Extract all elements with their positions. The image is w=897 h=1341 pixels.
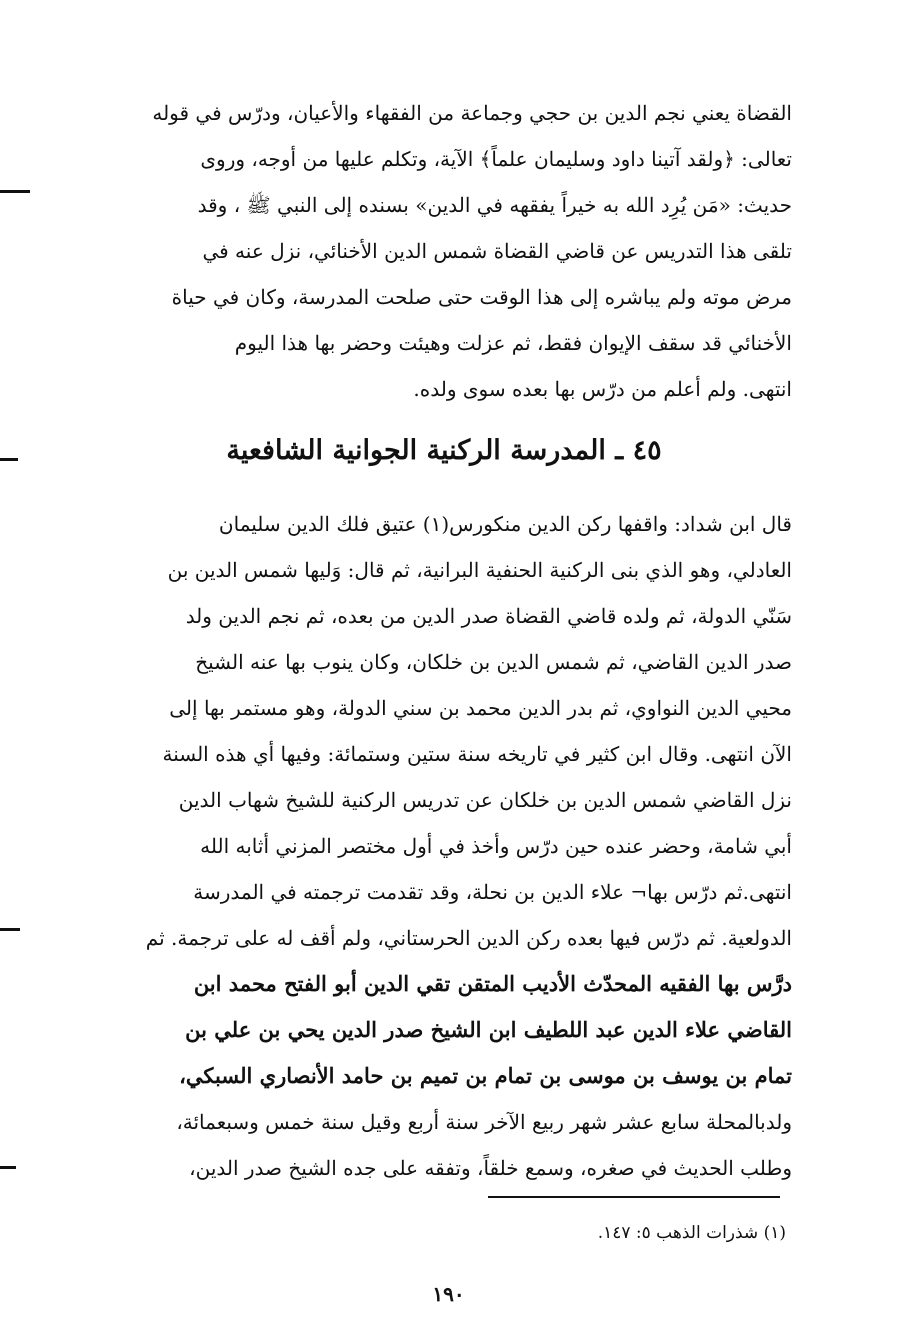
text-line-bold: تمام بن يوسف بن موسى بن تمام بن تميم بن حامد الأنصاري السبكي، (179, 1063, 792, 1088)
text-line: الدولعية. ثم درّس فيها بعده ركن الدين الحرستاني، ولم أقف له على ترجمة. ثم (145, 926, 792, 950)
margin-tick-mark (0, 458, 18, 461)
margin-tick-mark (0, 1166, 16, 1169)
section-heading: ٤٥ ـ المدرسة الركنية الجوانية الشافعية (226, 435, 662, 466)
text-line: انتهى.ثم درّس بها¬ علاء الدين بن نحلة، وقد تقدمت ترجمته في المدرسة (193, 880, 792, 904)
main-paragraph (96, 501, 792, 1191)
text-line: سَنّي الدولة، ثم ولده قاضي القضاة صدر الدين من بعده، ثم نجم الدين ولد (185, 604, 792, 628)
top-paragraph (96, 90, 792, 412)
text-line: محيي الدين النواوي، ثم بدر الدين محمد بن سني الدولة، وهو مستمر بها إلى (169, 696, 792, 720)
margin-tick-mark (0, 928, 20, 931)
text-line: الآن انتهى. وقال ابن كثير في تاريخه سنة ستين وستمائة: وفيها أي هذه السنة (162, 742, 792, 766)
text-line: تعالى: ﴿ولقد آتينا داود وسليمان علماً﴾ الآية، وتكلم عليها من أوجه، وروى (200, 147, 792, 171)
text-line: مرض موته ولم يباشره إلى هذا الوقت حتى صلحت المدرسة، وكان في حياة (171, 285, 792, 309)
text-line: الأخنائي قد سقف الإيوان فقط، ثم عزلت وهيئت وحضر بها هذا اليوم (234, 331, 792, 355)
text-line: حديث: «مَن يُرِد الله به خيراً يفقهه في الدين» بسنده إلى النبي ﷺ ، وقد (197, 193, 792, 217)
text-line: ولدبالمحلة سابع عشر شهر ربيع الآخر سنة أربع وقيل سنة خمس وسبعمائة، (176, 1110, 792, 1134)
text-line: نزل القاضي شمس الدين بن خلكان عن تدريس الركنية للشيخ شهاب الدين (178, 788, 792, 812)
text-line: تلقى هذا التدريس عن قاضي القضاة شمس الدين الأخنائي، نزل عنه في (202, 239, 792, 263)
footnote: (١) شذرات الذهب ٥: ١٤٧. (597, 1223, 786, 1243)
text-line: وطلب الحديث في صغره، وسمع خلقاً، وتفقه على جده الشيخ صدر الدين، (189, 1156, 792, 1180)
text-line: قال ابن شداد: واقفها ركن الدين منكورس(١) عتيق فلك الدين سليمان (218, 512, 792, 536)
footnote-divider (488, 1196, 780, 1198)
margin-tick-mark (0, 190, 30, 193)
text-line: انتهى. ولم أعلم من درّس بها بعده سوى ولده. (413, 377, 792, 401)
text-line-bold: درَّس بها الفقيه المحدّث الأديب المتقن تقي الدين أبو الفتح محمد ابن (193, 971, 792, 996)
text-line: صدر الدين القاضي، ثم شمس الدين بن خلكان، وكان ينوب بها عنه الشيخ (195, 650, 792, 674)
text-line: أبي شامة، وحضر عنده حين درّس وأخذ في أول مختصر المزني أثابه الله (200, 834, 792, 858)
page-number: ١٩٠ (432, 1282, 465, 1306)
text-line: العادلي، وهو الذي بنى الركنية الحنفية البرانية، ثم قال: وَليها شمس الدين بن (167, 558, 792, 582)
text-line-bold: القاضي علاء الدين عبد اللطيف ابن الشيخ صدر الدين يحي بن علي بن (185, 1017, 792, 1042)
text-line: القضاة يعني نجم الدين بن حجي وجماعة من الفقهاء والأعيان، ودرّس في قوله (152, 101, 792, 125)
